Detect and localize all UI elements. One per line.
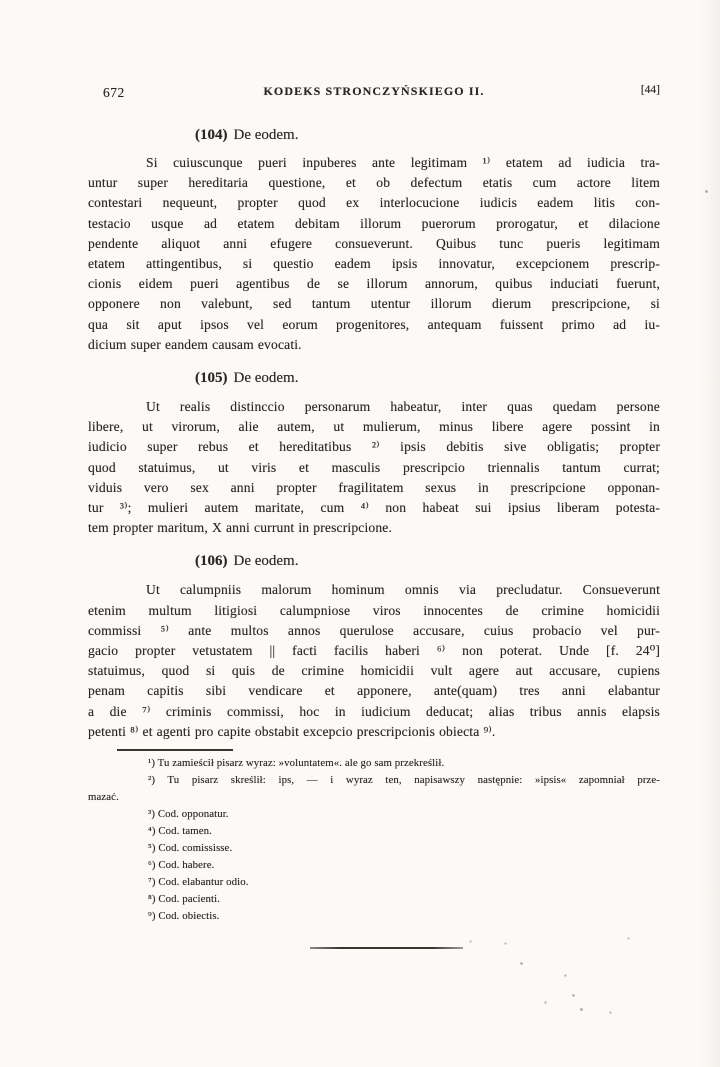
text-line: tur ³⁾; mulieri autem maritate, cum ⁴⁾ non habeat sui ipsius liberam potesta- (88, 500, 660, 516)
footnote-5 (88, 840, 660, 857)
text-line: ³) Cod. opponatur. (148, 808, 229, 821)
text-line: Ut calumpniis malorum hominum omnis via precludatur. Consueverunt (146, 582, 660, 598)
text-line: ⁸) Cod. pacienti. (148, 893, 221, 906)
text-line: pendente aliquot anni efugere consueverunt. Quibus tunc pueris legitimam (88, 235, 660, 251)
text-line: ⁶) Cod. habere. (148, 859, 215, 872)
footnote-9 (88, 908, 660, 925)
page-body (88, 118, 660, 949)
heading-number: (106) (195, 553, 228, 570)
text-line: etatem attingentibus, si questio eadem ipsis innovatur, excepcionem prescrip- (88, 256, 660, 272)
section-heading-106 (195, 552, 660, 571)
text-line: commissi ⁵⁾ ante multos annos querulose accusare, cuius probacio vel pur- (88, 622, 660, 638)
footnote-4 (88, 823, 660, 840)
footnote-7 (88, 874, 660, 891)
text-line: etenim multum litigiosi calumpniose viros innocentes de crimine homicidii (88, 602, 660, 618)
text-line: mazać. (88, 791, 119, 804)
text-line: ⁷) Cod. elabantur odio. (148, 876, 249, 889)
text-line: tem propter maritum, X anni currunt in prescripcione. (88, 520, 393, 536)
heading-title: De eodem. (233, 553, 299, 570)
text-line: ⁵) Cod. comississe. (148, 842, 233, 855)
text-line: qua sit aput ipsos vel eorum progenitores, antequam fuissent primo ad iu- (88, 316, 660, 332)
text-line: testacio usque ad etatem debitam illorum puerorum prorogatur, et dilacione (88, 215, 660, 231)
heading-number: (105) (195, 370, 228, 387)
text-line: contestari nequeunt, propter quod ex interlocucione iudicis eadem litis con- (88, 195, 660, 211)
text-line: untur super hereditaria questione, et ob defectum etatis cum actore litem (88, 175, 660, 191)
page-number: 672 (103, 85, 125, 100)
text-line: quod statuimus, ut viris et masculis prescripcio triennalis tantum currat; (88, 459, 660, 475)
footnote-1 (88, 755, 660, 772)
text-line: Ut realis distinccio personarum habeatur, inter quas quedam persone (146, 399, 660, 415)
heading-title: De eodem. (233, 127, 299, 143)
heading-title: De eodem. (233, 370, 299, 387)
text-line: ⁴) Cod. tamen. (148, 825, 212, 838)
section-heading-104 (195, 126, 660, 145)
paragraph-104 (88, 153, 660, 355)
text-line: ⁹) Cod. obiectis. (148, 910, 220, 923)
text-line: Si cuiuscunque pueri inpuberes ante legitimam ¹⁾ etatem ad iudicia tra- (146, 155, 660, 170)
text-line: penam capitis sibi vendicare et apponere, ante(quam) tres anni elabantur (88, 683, 660, 699)
page-header (88, 84, 660, 102)
heading-number: (104) (195, 127, 228, 143)
text-line: iudicio super rebus et hereditatibus ²⁾ ipsis debitis sive obligatis; propter (88, 439, 660, 455)
scan-specks (0, 0, 1, 1)
paragraph-105 (88, 397, 660, 538)
section-heading-105 (195, 369, 660, 388)
text-line: cionis eidem pueri agentibus de se illorum annorum, quibus induciati fuerunt, (88, 276, 660, 292)
text-line: a die ⁷⁾ criminis commissi, hoc in iudicium deducat; alias tribus annis elapsis (88, 703, 660, 719)
text-line: statuimus, quod si quis de crimine homicidii vult agere aut accusare, cupiens (88, 663, 660, 679)
text-line: libere, ut virorum, alie autem, ut mulierum, minus libere agere possint in (88, 419, 660, 435)
footnote-3 (88, 806, 660, 823)
footnote-separator (117, 749, 233, 751)
text-line: ¹) Tu zamieścił pisarz wyraz: »voluntatem«. ale go sam przekreślił. (148, 757, 445, 770)
bottom-separator (310, 947, 463, 949)
text-line: viduis vero sex anni propter fragilitatem sexus in prescripcione opponan- (88, 479, 660, 495)
footnote-2 (88, 772, 660, 806)
text-line: gacio propter vetustatem || facti facilis haberi ⁶⁾ non poterat. Unde [f. 24⁰] (88, 643, 660, 659)
footnote-8 (88, 891, 660, 908)
paragraph-106 (88, 580, 660, 742)
text-line: petenti ⁸⁾ et agenti pro capite obstabit excepcio prescripcionis obiecta ⁹⁾. (88, 723, 496, 739)
running-title: KODEKS STRONCZYŃSKIEGO II. (263, 84, 485, 98)
text-line: opponere non valebunt, sed tantum utentur illorum dierum prescripcione, si (88, 296, 660, 312)
plate-number: [44] (640, 84, 660, 96)
text-line: dicium super eandem causam evocati. (88, 336, 302, 352)
footnote-6 (88, 857, 660, 874)
text-line: ²) Tu pisarz skreślił: ips, — i wyraz ten, napisawszy następnie: »ipsis« zapomniał prze- (148, 774, 660, 787)
footnotes (88, 755, 660, 925)
